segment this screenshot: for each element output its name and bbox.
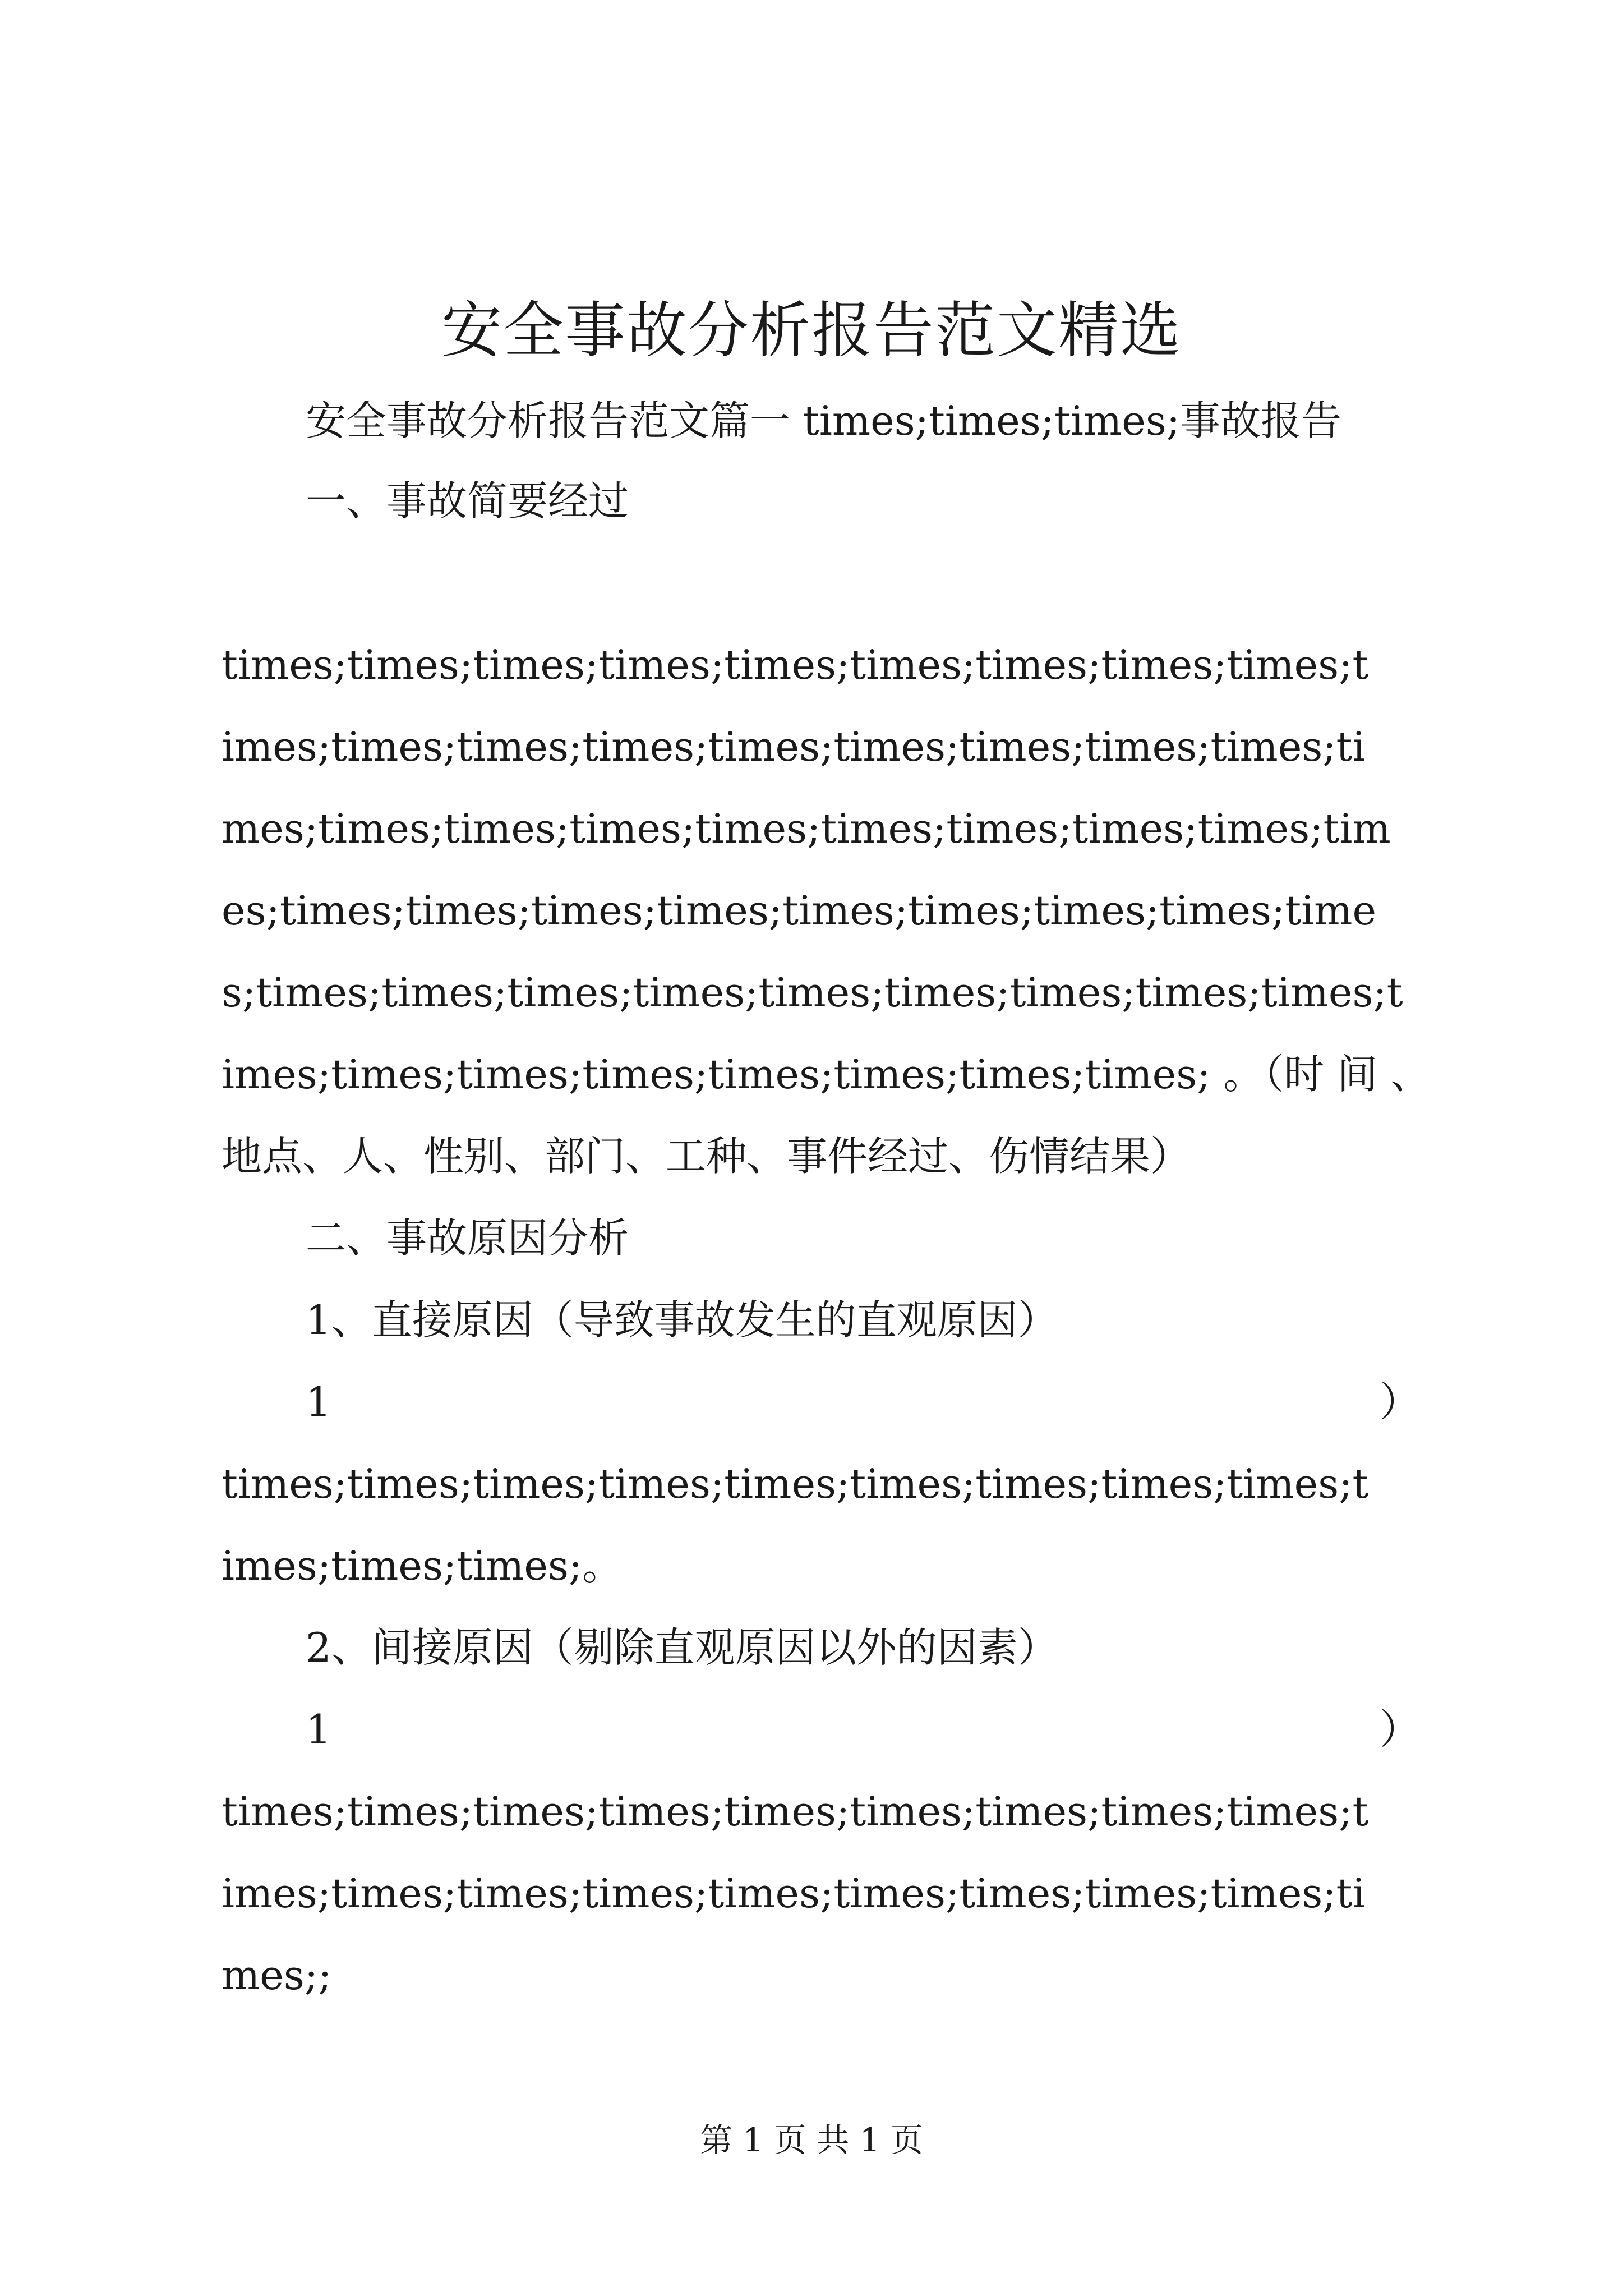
- list-item-number: 1: [306, 1706, 331, 1753]
- list-item-paren: ）: [1380, 1706, 1421, 1753]
- subheading-indirect-cause: 2、间接原因（剔除直观原因以外的因素）: [306, 1624, 1058, 1671]
- body-line: imes;times;times;times;times;times;times;times;times;ti: [222, 723, 1366, 770]
- body-line: imes;times;times;。: [222, 1542, 623, 1589]
- list-item-number: 1: [306, 1378, 331, 1425]
- list-item-paren: ）: [1380, 1378, 1421, 1425]
- body-line: es;times;times;times;times;times;times;times;times;time: [222, 887, 1377, 934]
- body-line: s;times;times;times;times;times;times;times;times;times;t: [222, 969, 1403, 1016]
- section-heading-2: 二、事故原因分析: [306, 1214, 629, 1262]
- body-line: imes;times;times;times;times;times;times;times; 。（时 间 、: [222, 1051, 1431, 1098]
- body-line: times;times;times;times;times;times;times;times;times;t: [222, 1460, 1369, 1507]
- document-title: 安全事故分析报告范文精选: [441, 296, 1182, 366]
- body-line: imes;times;times;times;times;times;times;times;times;ti: [222, 1870, 1366, 1917]
- body-line: mes;times;times;times;times;times;times;times;times;tim: [222, 805, 1391, 852]
- section-heading-1: 一、事故简要经过: [306, 477, 629, 524]
- body-line: times;times;times;times;times;times;times;times;times;t: [222, 641, 1369, 688]
- body-line: times;times;times;times;times;times;times;times;times;t: [222, 1788, 1369, 1835]
- intro-line: 安全事故分析报告范文篇一 times;times;times;事故报告: [306, 397, 1342, 444]
- subheading-direct-cause: 1、直接原因（导致事故发生的直观原因）: [306, 1296, 1058, 1343]
- page-footer: 第 1 页 共 1 页: [700, 2121, 923, 2159]
- body-line: mes;;: [222, 1952, 332, 1999]
- body-line: 地点、人、性别、部门、工种、事件经过、伤情结果）: [222, 1133, 1191, 1180]
